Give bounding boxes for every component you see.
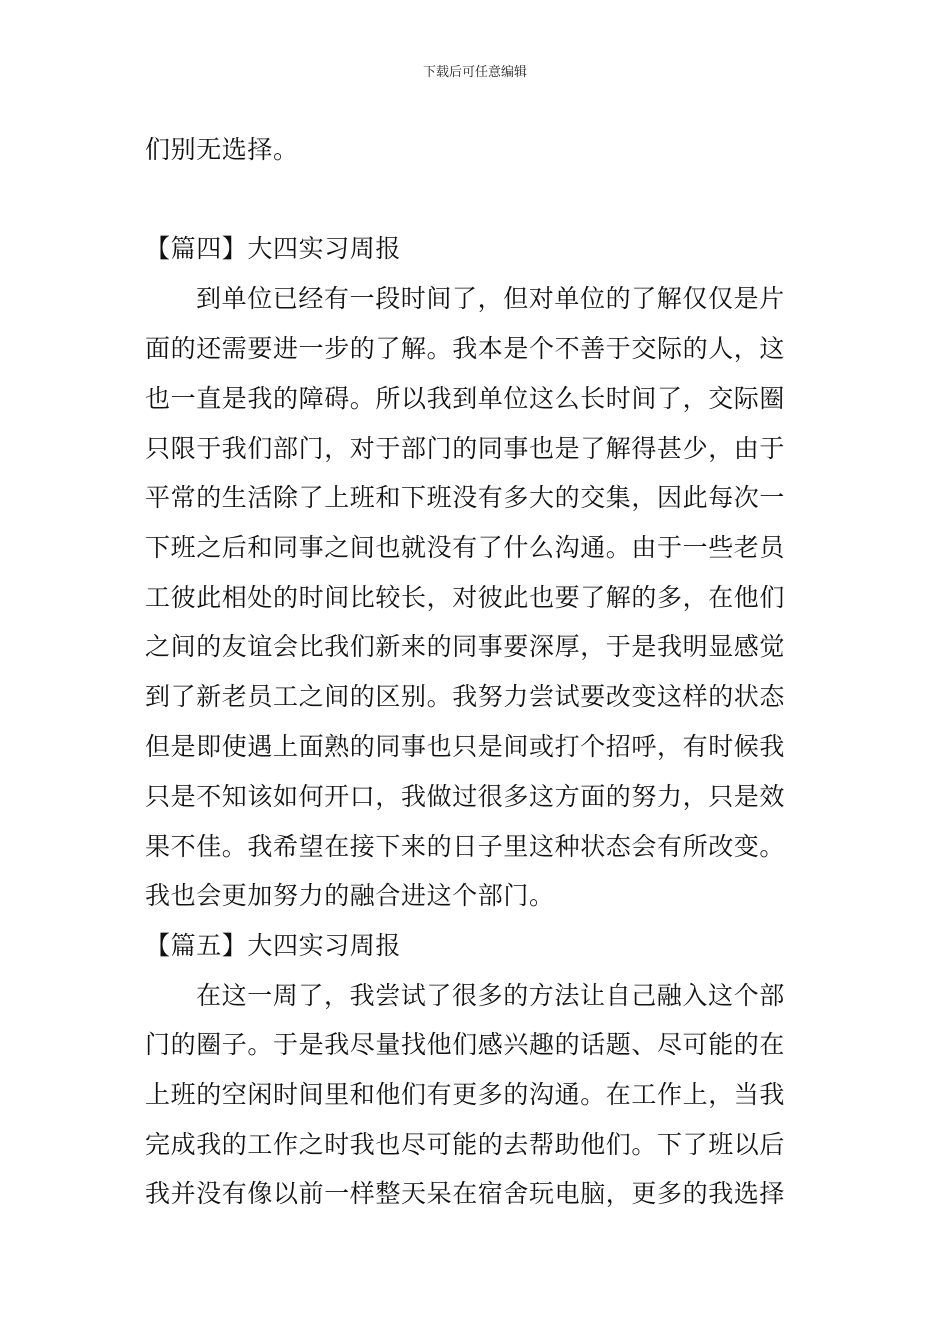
section-heading-4: 【篇四】大四实习周报 (145, 234, 402, 263)
text-line: 上班的空闲时间里和他们有更多的沟通。在工作上，当我 (145, 1080, 786, 1109)
text-line: 也一直是我的障碍。所以我到单位这么长时间了，交际圈 (145, 384, 786, 413)
text-line: 门的圈子。于是我尽量找他们感兴趣的话题、尽可能的在 (145, 1030, 786, 1059)
text-line: 之间的友谊会比我们新来的同事要深厚，于是我明显感觉 (145, 632, 786, 661)
text-line: 只是不知该如何开口，我做过很多这方面的努力，只是效 (145, 782, 786, 811)
text-line: 但是即使遇上面熟的同事也只是间或打个招呼，有时候我 (145, 732, 786, 761)
text-line: 面的还需要进一步的了解。我本是个不善于交际的人，这 (145, 334, 786, 363)
text-line: 我也会更加努力的融合进这个部门。 (145, 881, 555, 910)
text-line: 只限于我们部门，对于部门的同事也是了解得甚少，由于 (145, 434, 786, 463)
page-header: 下载后可任意编辑 (422, 65, 527, 80)
text-line: 平常的生活除了上班和下班没有多大的交集，因此每次一 (145, 483, 786, 512)
text-line: 完成我的工作之时我也尽可能的去帮助他们。下了班以后 (145, 1130, 786, 1159)
section-heading-5: 【篇五】大四实习周报 (145, 931, 402, 960)
text-line: 到单位已经有一段时间了，但对单位的了解仅仅是片 (196, 284, 785, 313)
text-line: 下班之后和同事之间也就没有了什么沟通。由于一些老员 (145, 533, 786, 562)
text-line: 在这一周了，我尝试了很多的方法让自己融入这个部 (196, 981, 785, 1010)
text-line: 到了新老员工之间的区别。我努力尝试要改变这样的状态 (145, 682, 786, 711)
paragraph-continuation: 们别无选择。 (145, 135, 299, 164)
text-line: 我并没有像以前一样整天呆在宿舍玩电脑，更多的我选择 (145, 1179, 786, 1208)
text-line: 果不佳。我希望在接下来的日子里这种状态会有所改变。 (145, 832, 786, 861)
text-line: 工彼此相处的时间比较长，对彼此也要了解的多，在他们 (145, 583, 786, 612)
